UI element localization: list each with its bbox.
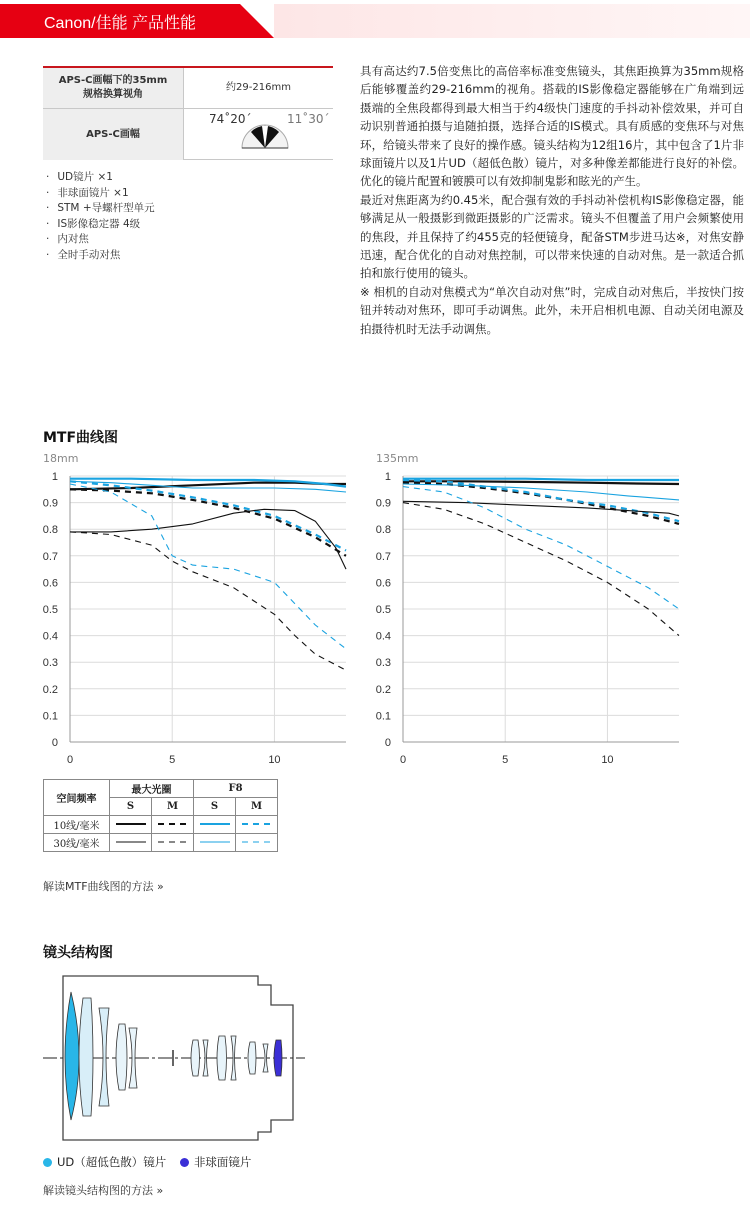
legend-row30-label: 30线/毫米	[44, 834, 110, 852]
y-tick-label: 0	[51, 737, 58, 749]
legend-max-header: 最大光圈	[110, 780, 194, 798]
feature-item: · UD镜片 ×1	[46, 170, 155, 186]
legend-s-header: S	[110, 798, 152, 816]
feature-item: · 非球面镜片 ×1	[46, 186, 155, 202]
mtf-help-link[interactable]: 解读MTF曲线图的方法 »	[43, 880, 164, 893]
x-tick-label: 10	[601, 754, 614, 766]
legend-swatch	[110, 834, 152, 852]
description-paragraph: 具有高达约7.5倍变焦比的高倍率标准变焦镜头，其焦距换算为35mm规格后能够覆盖约29-216mm的视角。搭载的IS影像稳定器能够在广角端到远摄端的全焦段都得到最大相当于约4级快门速度的手抖动补偿效果，并可自动识别普通拍摄与追随拍摄，选择合适的IS模式。具有质感的变焦环与对焦环，给镜头带来了良好的操作感。镜头结构为12组16片，其中包含了1片非球面镜片以及1片UD（超低色散）镜片，对多种像差都能进行良好的补偿。优化的镜片配置和镀膜可以有效抑制鬼影和眩光的产生。	[360, 64, 744, 189]
y-tick-label: 0.8	[375, 524, 391, 537]
product-description	[360, 62, 744, 338]
row1-value: 约29-216mm	[226, 82, 291, 93]
legend-swatch	[236, 816, 278, 834]
legend-f8-header: F8	[194, 780, 278, 798]
x-tick-label: 5	[502, 754, 509, 766]
lens-element	[79, 998, 93, 1116]
ud-dot-icon	[43, 1158, 52, 1167]
description-paragraph: ※ 相机的自动对焦模式为“单次自动对焦”时，完成自动对焦后，半按快门按钮并转动对焦环，即可手动调焦。此外，未开启相机电源、自动关闭电源及拍摄待机时无法手动调焦。	[360, 284, 744, 336]
lens-element-aspherical	[274, 1040, 282, 1076]
y-tick-label: 0.6	[375, 577, 391, 590]
y-tick-label: 0.9	[42, 497, 58, 510]
table-row-divider	[43, 108, 333, 109]
legend-swatch	[110, 816, 152, 834]
legend-freq-header: 空间频率	[44, 780, 110, 816]
lens-element	[99, 1008, 109, 1106]
row1-label	[43, 68, 183, 108]
mtf-chart-135mm	[353, 460, 683, 770]
lens-element	[191, 1040, 200, 1076]
lens-element	[116, 1024, 127, 1090]
x-tick-label: 0	[66, 754, 74, 766]
legend-row10-label: 10线/毫米	[44, 816, 110, 834]
y-tick-label: 1	[384, 471, 391, 483]
row2-label: APS-C画幅	[43, 109, 183, 160]
page-header	[0, 0, 750, 40]
y-tick-label: 0.7	[42, 550, 58, 563]
lens-legend	[43, 1154, 251, 1170]
view-angle-icon	[240, 120, 290, 150]
y-tick-label: 0.5	[42, 604, 58, 616]
feature-list	[46, 170, 155, 263]
y-tick-label: 0.4	[375, 630, 391, 643]
x-tick-label: 5	[169, 754, 176, 766]
y-tick-label: 0.2	[42, 683, 58, 696]
chart-135mm-title: 135mm	[376, 452, 419, 465]
y-tick-label: 0.6	[42, 577, 58, 590]
y-tick-label: 0.9	[375, 497, 391, 510]
lens-element	[248, 1042, 256, 1074]
y-tick-label: 0.1	[375, 710, 391, 723]
y-tick-label: 0.4	[42, 630, 58, 643]
y-tick-label: 0.1	[42, 710, 58, 723]
ud-label: UD（超低色散）镜片	[57, 1155, 167, 1169]
aspherical-label: 非球面镜片	[193, 1155, 252, 1169]
legend-m-header: M	[236, 798, 278, 816]
mtf-section-title: MTF曲线图	[43, 430, 119, 446]
legend-swatch	[236, 834, 278, 852]
legend-m-header: M	[152, 798, 194, 816]
mtf-chart-18mm	[20, 460, 350, 770]
aspherical-dot-icon	[180, 1158, 189, 1167]
description-paragraph: 最近对焦距离为约0.45米，配合强有效的手抖动补偿机构IS影像稳定器，能够满足从一般摄影到微距摄影的广泛需求。镜头不但覆盖了用户会频繁使用的焦段，并且保持了约455克的轻便镜身，配备STM步进马达※，对焦安静迅速，配合优化的自动对焦控制，可以带来快速的自动对焦。是一款适合抓拍和旅行使用的镜头。	[360, 192, 744, 281]
row1-label-line2: 规格换算视角	[83, 89, 143, 100]
x-tick-label: 0	[399, 754, 407, 766]
feature-item: · IS影像稳定器 4级	[46, 217, 155, 233]
angle-tele: 11˚30´	[287, 112, 330, 126]
chart-18mm-title: 18mm	[43, 452, 79, 465]
legend-swatch	[194, 834, 236, 852]
feature-item: · 全时手动对焦	[46, 248, 155, 264]
lens-diagram	[43, 970, 313, 1145]
y-tick-label: 0.3	[375, 657, 391, 670]
y-tick-label: 0.5	[375, 604, 391, 616]
header-fade	[274, 4, 750, 38]
y-tick-label: 0.7	[375, 550, 391, 563]
legend-swatch	[194, 816, 236, 834]
row1-label-line1: APS-C画幅下的35mm	[58, 75, 168, 86]
x-tick-label: 10	[268, 754, 281, 766]
view-angle-table	[43, 66, 333, 160]
mtf-legend-table	[43, 779, 278, 852]
y-tick-label: 0	[384, 737, 391, 749]
page-title: Canon/佳能 产品性能	[44, 15, 197, 32]
feature-item: · STM +导螺杆型单元	[46, 201, 155, 217]
lens-element	[217, 1036, 227, 1080]
y-tick-label: 0.8	[42, 524, 58, 537]
legend-swatch	[152, 834, 194, 852]
feature-item: · 内对焦	[46, 232, 155, 248]
legend-swatch	[152, 816, 194, 834]
legend-s-header: S	[194, 798, 236, 816]
lens-help-link[interactable]: 解读镜头结构图的方法 »	[43, 1184, 164, 1197]
y-tick-label: 0.3	[42, 657, 58, 670]
y-tick-label: 0.2	[375, 683, 391, 696]
y-tick-label: 1	[51, 471, 58, 483]
lens-element-ud	[65, 992, 79, 1120]
angle-wide: 74˚20´	[209, 112, 252, 126]
lens-section-title: 镜头结构图	[43, 945, 113, 961]
